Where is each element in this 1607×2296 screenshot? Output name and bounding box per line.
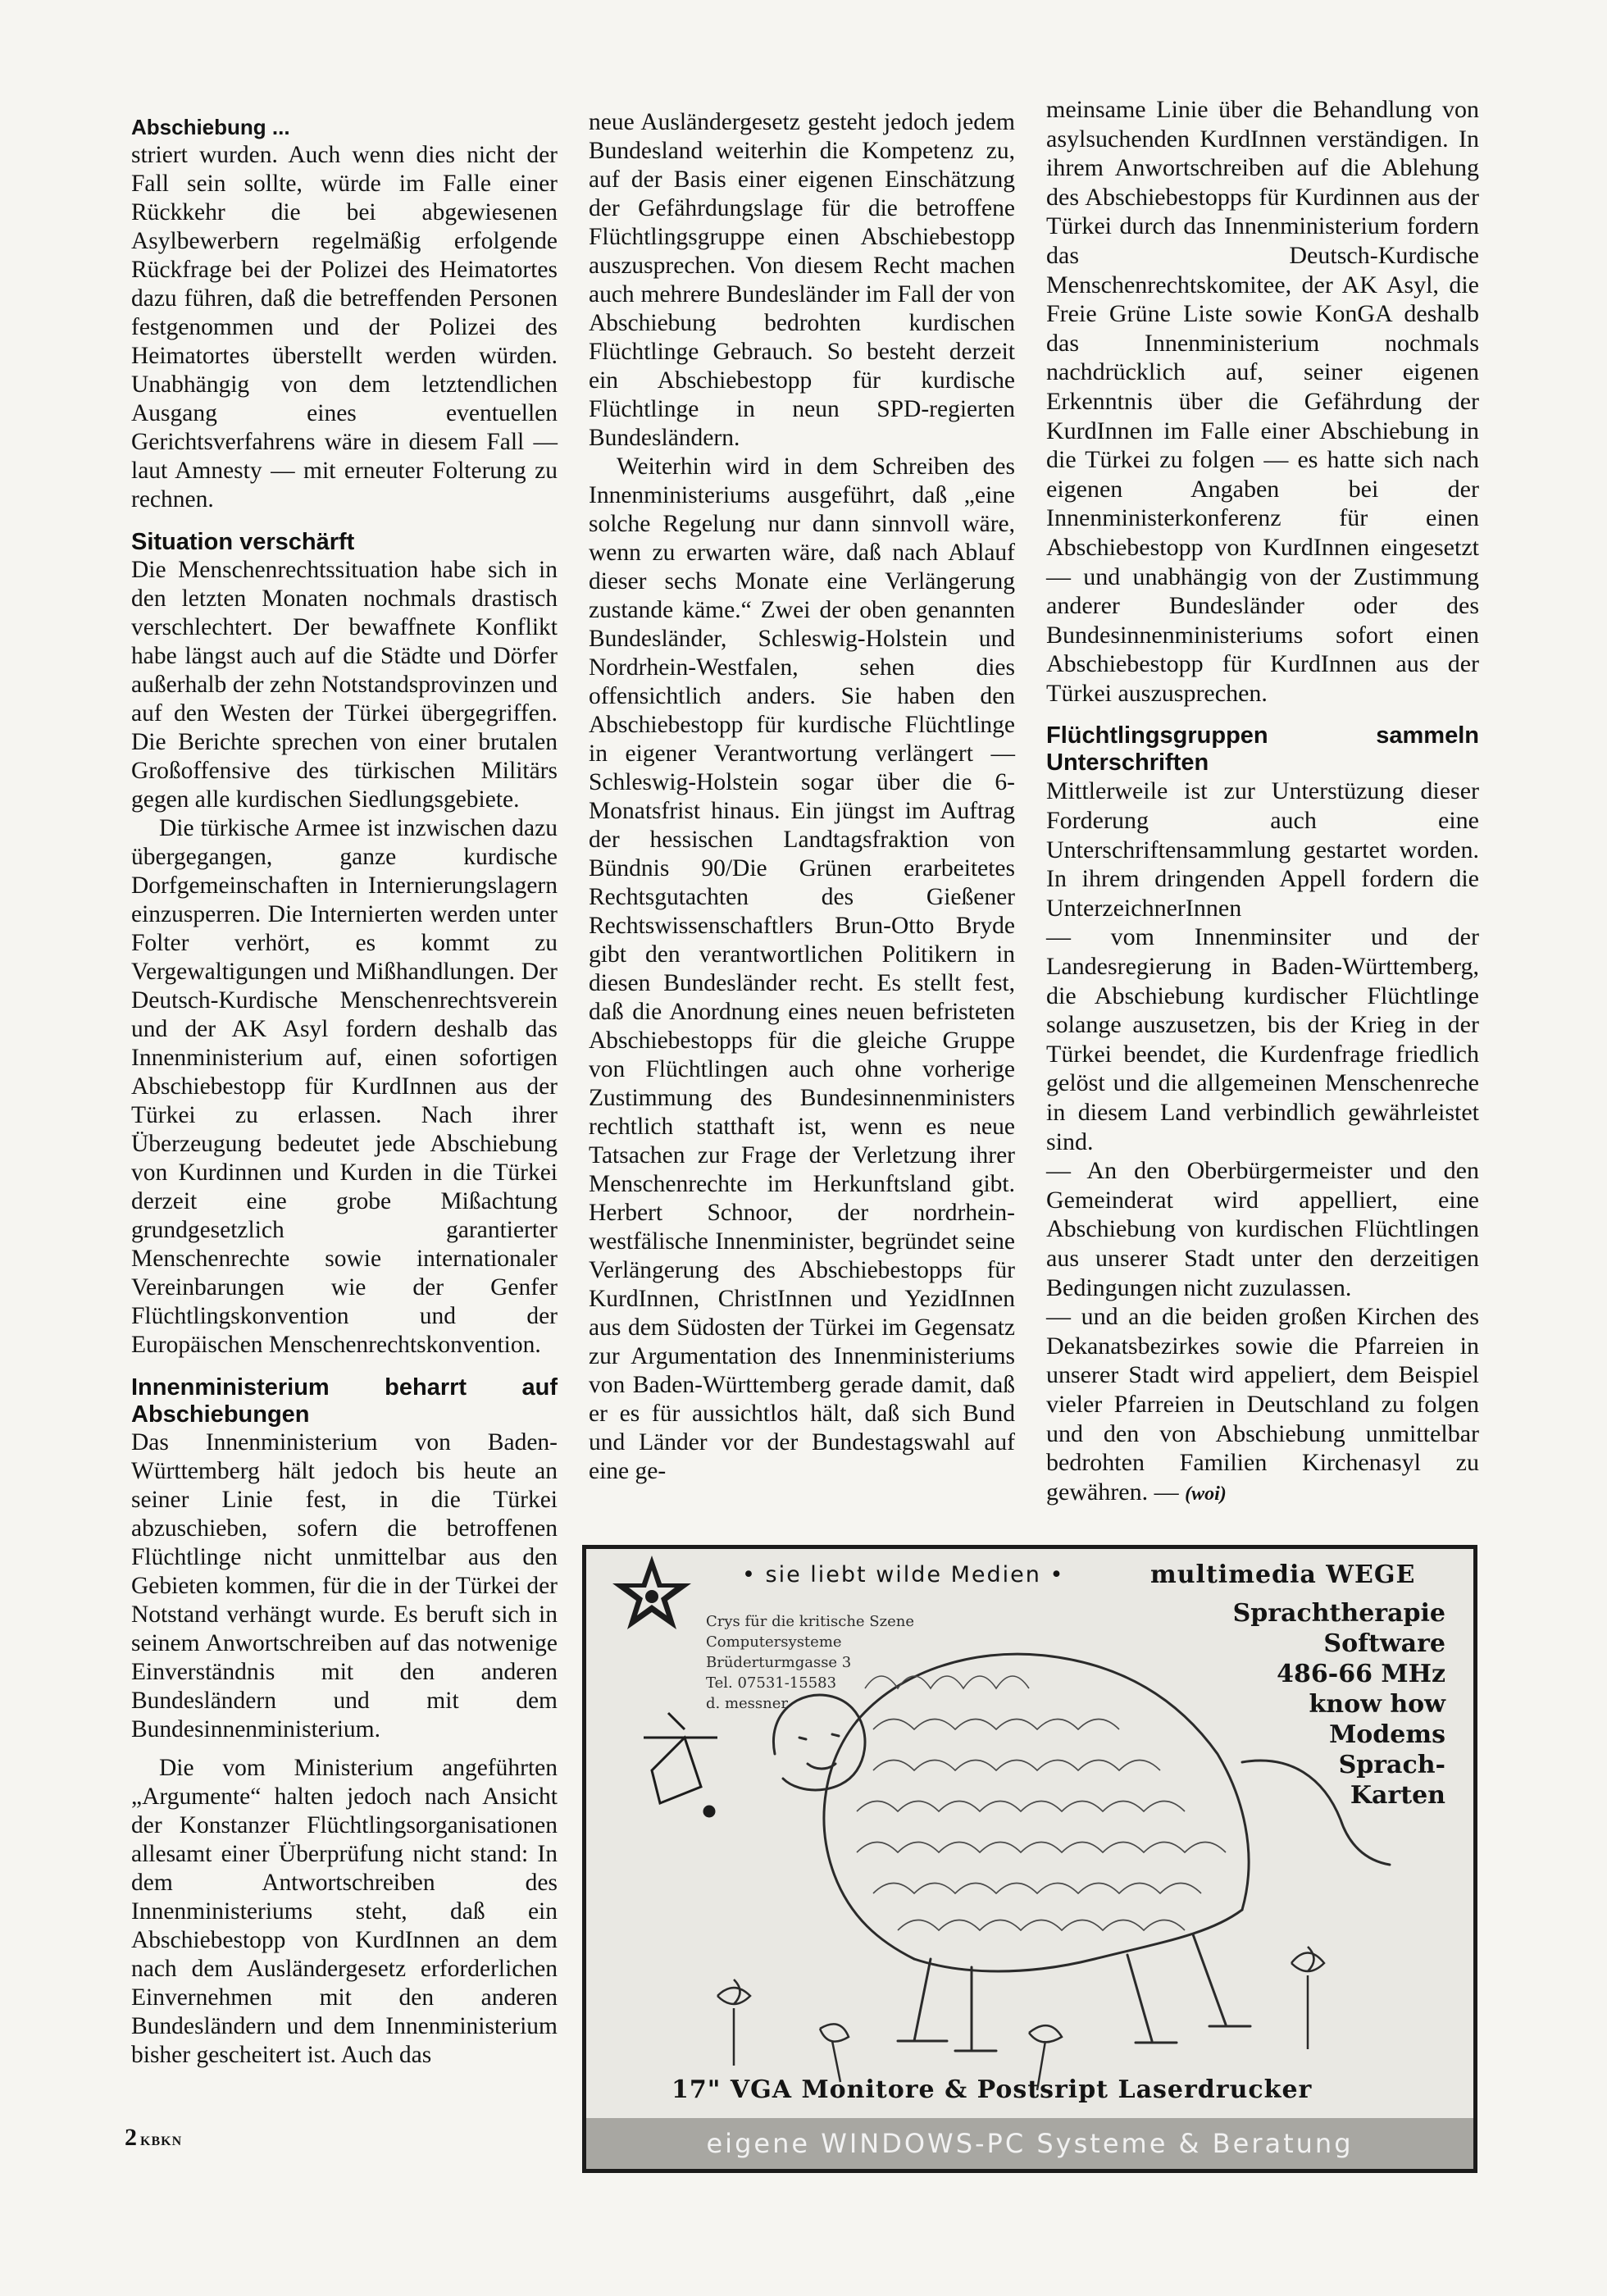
- ad-service-item: Sprach-: [1338, 1751, 1445, 1779]
- subheading-innenministerium: Innenministerium beharrt auf Abschiebungen: [131, 1374, 558, 1428]
- ad-address-line: Tel. 07531-15583: [706, 1674, 837, 1692]
- paragraph: Die türkische Armee ist inzwischen dazu übergegangen, ganze kurdische Dorfgemeinschaften in Internierungslagern einzusperren. Die Internierten werden unter Folter verhört, es kommt zu Vergewaltigungen und Mißhandlungen. Der Deutsch-Kurdische Menschenrechtsverein und der AK Asyl fordern deshalb das Innenministerium auf, einen sofortigen Abschiebestopp für KurdInnen aus der Türkei zu erlassen. Nach ihrer Überzeugung bedeutet jede Abschiebung von Kurdinnen und Kurden in die Türkei derzeit eine grobe Mißachtung grundgesetzlich garantierter Menschenrechte sowie internationaler Vereinbarungen wie der Genfer Flüchtlingskonvention und der Europäischen Menschenrechtskonvention.: [131, 815, 558, 1358]
- ad-banner: eigene WINDOWS-PC Systeme & Beratung: [586, 2118, 1473, 2169]
- ad-service-item: Karten: [1350, 1781, 1445, 1810]
- paragraph: — An den Oberbürgermeister und den Gemeinderat wird appelliert, eine Abschiebung von kurdischen Flüchtlingen aus unserer Stadt unter den derzeitigen Bedingungen nicht zuzulassen.: [1046, 1157, 1479, 1301]
- publication-name: KBKN: [140, 2134, 183, 2148]
- ad-address-block: [706, 1611, 914, 1714]
- paragraph: — vom Innenminsiter und der Landesregierung in Baden-Württemberg, die Abschiebung kurdischer Flüchtlinge solange auszusetzen, bis der Krieg in der Türkei beendet, die Kurdenfrage friedlich gelöst und die allgemeinen Menschenreche in diesem Land verbindlich gewährleistet sind.: [1046, 923, 1479, 1155]
- paragraph: [1046, 1302, 1479, 1509]
- ad-hardware-line: 17" VGA Monitore & Postsript Laserdrucker: [671, 2075, 1313, 2104]
- mane-texture: [857, 1676, 1226, 1930]
- closing-text: — und an die beiden großen Kirchen des Dekanatsbezirkes sowie die Pfarreien in unserer Stadt wird appeliert, dem Beispiel vieler Pfarreien in Deutschland zu folgen und den von Abschiebung unmittelbar bedrohten Familien Kirchenasyl zu gewähren. —: [1046, 1303, 1479, 1506]
- article-column-3: [1046, 95, 1479, 1509]
- ad-tagline: • sie liebt wilde Medien •: [742, 1562, 1065, 1588]
- paragraph: meinsame Linie über die Behandlung von asylsuchenden KurdInnen verständigen. In ihrem Anwortschreiben auf die Ablehung des Abschiebestopps für Kurdinnen aus der Türkei durch das Innenministerium fordern das Deutsch-Kurdische Menschenrechtskomitee, der AK Asyl, die Freie Grüne Liste sowie KonGA deshalb das Innenministerium nochmals nachdrücklich auf, seiner eigenen Erkenntnis über die Gefährdung der KurdInnen im Falle einer Abschiebung in die Türkei zu folgen — es hatte sich nach eigenen Angaben bei der Innenministerkonferenz für einen Abschiebestopp von KurdInnen eingesetzt — und unabhängig von der Zustimmung anderer Bundesländer oder des Bundesinnenministeriums sofort einen Abschiebestopp für KurdInnen aus der Türkei auszusprechen.: [1046, 96, 1479, 707]
- figure-sketch: [644, 1713, 717, 1816]
- page-footer: [125, 2124, 182, 2152]
- paragraph: Die Menschenrechtssituation habe sich in den letzten Monaten nochmals drastisch verschlechtert. Der bewaffnete Konflikt habe längst auch auf die Städte und Dörfer außerhalb der zehn Notstandsprovinzen und auf den Westen der Türkei übergegriffen. Die Berichte sprechen von einer brutalen Großoffensive des türkischen Militärs gegen alle kurdischen Siedlungsgebiete.: [131, 557, 558, 813]
- ad-service-item: know how: [1309, 1690, 1445, 1719]
- ad-service-item: Modems: [1329, 1720, 1445, 1749]
- ad-address-line: Brüderturmgasse 3: [706, 1654, 852, 1671]
- ad-service-item: 486-66 MHz: [1277, 1660, 1445, 1688]
- paragraph: striert wurden. Auch wenn dies nicht der Fall sein sollte, würde im Falle einer Rückkehr die bei abgewiesenen Asylbewerbern regelmäßig erfolgende Rückfrage bei der Polizei des Heimatortes dazu führen, daß die betreffenden Personen festgenommen und der Polizei des Heimatortes überstellt werden würden. Unabhängig von dem letztendlichen Ausgang eines eventuellen Gerichtsverfahrens wäre in diesem Fall — laut Amnesty — mit erneuter Folterung zu rechnen.: [131, 142, 558, 512]
- paragraph: Weiterhin wird in dem Schreiben des Innenministeriums ausgeführt, daß „eine solche Regelung nur dann sinnvoll wäre, wenn zu erwarten wäre, daß nach Ablauf dieser sechs Monate eine Verlängerung zustande käme.“ Zwei der oben genannten Bundesländer, Schleswig-Holstein und Nordrhein-Westfalen, sehen dies offensichtlich anders. Sie haben den Abschiebestopp für kurdische Flüchtlinge in eigener Verantwortung verlängert — Schleswig-Holstein sogar über die 6-Monatsfrist hinaus. Ein jüngst im Auftrag der hessischen Landtagsfraktion von Bündnis 90/Die Grünen erarbeitetes Rechtsgutachten des Gießener Rechtswissenschaftlers Brun-Otto Bryde gibt den verantwortlichen Politikern in diesen Bundesländer recht. Es stellt fest, daß die Anordnung eines neuen befristeten Abschiebestopps für die gleiche Gruppe von Flüchtlingen auch ohne vorherige Zustimmung des Bundesinnenministers rechtlich statthaft ist, wenn es neue Tatsachen zur Frage der Verletzung ihrer Menschenrechte im Herkunftsland gibt. Herbert Schnoor, der nordrhein-westfälische Innenminister, begründet seine Verlängerung des Abschiebestopps für KurdInnen, ChristInnen und YezidInnen aus dem Südosten der Türkei im Gegensatz zur Argumentation des Innenministeriums von Baden-Württemberg gerade damit, daß er es für aussichtlos hält, daß sich Bund und Länder vor der Bundestagswahl auf eine ge-: [589, 453, 1015, 1484]
- article-column-1: [131, 113, 558, 2070]
- article-column-2: [589, 108, 1015, 1486]
- paragraph: neue Ausländergesetz gesteht jedoch jedem Bundesland weiterhin die Kompetenz zu, auf der Basis einer eigenen Einschätzung der Gefährdungslage für die betroffene Flüchtlingsgruppe einen Abschiebestopp auszusprechen. Von diesem Recht machen auch mehrere Bundesländer im Fall der von Abschiebung bedrohten kurdischen Flüchtlinge Gebrauch. So besteht derzeit ein Abschiebestopp für kurdische Flüchtlinge in neun SPD-regierten Bundesländern.: [589, 109, 1015, 451]
- ad-address-line: Crys für die kritische Szene: [706, 1613, 914, 1630]
- continuation-heading: Abschiebung ...: [131, 115, 290, 139]
- advertisement: [582, 1545, 1477, 2173]
- page-number: 2: [125, 2124, 137, 2151]
- ad-service-item: Sprachtherapie: [1232, 1599, 1445, 1628]
- ad-services-list: [1233, 1598, 1445, 1811]
- subheading-situation: Situation verschärft: [131, 529, 355, 555]
- paragraph: Mittlerweile ist zur Unterstüzung dieser Forderung auch eine Unterschriftensammlung gestartet worden. In ihrem dringenden Appell fordern die UnterzeichnerInnen: [1046, 777, 1479, 922]
- author-initials: (woi): [1185, 1483, 1227, 1505]
- paragraph: Die vom Ministerium angeführten „Argumente“ halten jedoch nach Ansicht der Konstanzer Flüchtlingsorganisationen allesamt einer Überprüfung nicht stand: In dem Antwortschreiben des Innenministeriums steht, daß ein Abschiebestopp von KurdInnen an dem nach dem Ausländergesetz erforderlichen Einvernehmen mit den anderen Bundesländern und dem Innenministerium bisher gescheitert ist. Auch das: [131, 1755, 558, 2068]
- ad-address-line: Computersysteme: [706, 1633, 842, 1651]
- star-logo-icon: [612, 1556, 691, 1629]
- paragraph: Das Innenministerium von Baden-Württemberg hält jedoch bis heute an seiner Linie fest, in die Türkei abzuschieben, sofern die betroffenen Flüchtlinge nicht unmittelbar aus den Gebieten kommen, für die in der Türkei der Notstand verhängt wurde. Es beruft sich in seinem Anwortschreiben auf das notwenige Einverständnis mit den anderen Bundesländern und mit dem Bundesinnenministerium.: [131, 1429, 558, 1742]
- ad-service-item: Software: [1323, 1629, 1445, 1658]
- ad-brand: multimedia WEGE: [1150, 1560, 1416, 1589]
- subheading-fluechtlingsgruppen: Flüchtlingsgruppen sammeln Unterschriften: [1046, 722, 1479, 777]
- ad-address-line: d. messner: [706, 1695, 789, 1712]
- flower-sketches: [717, 1947, 1324, 2090]
